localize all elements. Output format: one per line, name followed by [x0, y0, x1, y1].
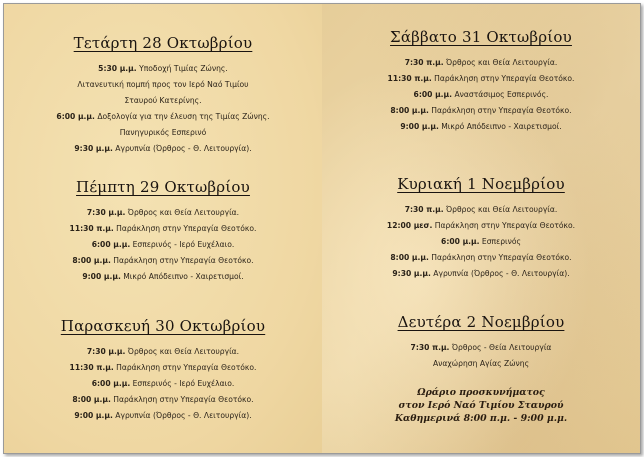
schedule-line — [4, 376, 322, 392]
schedule-line — [4, 93, 322, 109]
schedule-line — [322, 266, 640, 282]
time-label: 11:30 π.μ. — [387, 74, 432, 83]
schedule-line — [4, 392, 322, 408]
time-label: 8:00 μ.μ. — [72, 395, 111, 404]
event-text: Αναχώρηση Αγίας Ζώνης — [432, 359, 530, 368]
day-title: Δευτέρα 2 Νοεμβρίου — [397, 313, 565, 331]
event-text: Μικρό Απόδειπνο - Χαιρετισμοί. — [120, 272, 244, 281]
event-text: Εσπερινός - Ιερό Ευχέλαιο. — [130, 240, 235, 249]
visiting-hours-note — [322, 386, 640, 425]
event-text: Όρθρος και Θεία Λειτουργία. — [125, 347, 240, 356]
event-text: Υποδοχή Τιμίας Ζώνης. — [136, 64, 228, 73]
schedule-line — [4, 205, 322, 221]
event-text: Αναστάσιμος Εσπερινός. — [452, 90, 549, 99]
event-text: Όρθρος - Θεία Λειτουργία — [449, 343, 552, 352]
schedule-line — [4, 344, 322, 360]
event-text: Παράκληση στην Υπεραγία Θεοτόκο. — [113, 224, 257, 233]
time-label: 11:30 π.μ. — [69, 363, 114, 372]
right-panel — [322, 4, 640, 453]
time-label: 9:00 μ.μ. — [82, 272, 121, 281]
event-text: Όρθρος και Θεία Λειτουργία. — [443, 205, 558, 214]
time-label: 6:00 μ.μ. — [413, 90, 453, 99]
schedule-line — [4, 141, 322, 157]
event-text: Παράκληση στην Υπεραγία Θεοτόκο. — [110, 256, 254, 265]
day-title: Παρασκευή 30 Οκτωβρίου — [60, 317, 266, 335]
time-label: 7:30 μ.μ. — [86, 208, 126, 217]
schedule-line — [4, 408, 322, 424]
event-text: Σταυρού Κατερίνης. — [124, 96, 202, 105]
day-title: Τετάρτη 28 Οκτωβρίου — [73, 34, 253, 52]
event-text: Παράκληση στην Υπεραγία Θεοτόκο. — [431, 74, 575, 83]
event-text: Λιτανευτική πομπή προς τον Ιερό Ναό Τιμίου — [77, 80, 249, 89]
time-label: 7:30 π.μ. — [404, 58, 444, 67]
schedule-line — [4, 77, 322, 93]
event-text: Εσπερινός — [479, 237, 521, 246]
time-label: 12:00 μεσ. — [386, 221, 433, 230]
schedule-line — [4, 221, 322, 237]
time-label: 8:00 μ.μ. — [72, 256, 111, 265]
day-title: Κυριακή 1 Νοεμβρίου — [397, 175, 565, 193]
event-text: Δοξολογία για την έλευση της Τιμίας Ζώνης. — [94, 112, 270, 121]
day-title: Σάββατο 31 Οκτωβρίου — [390, 28, 572, 46]
time-label: 6:00 μ.μ. — [91, 240, 131, 249]
hours-location: στον Ιερό Ναό Τιμίου Σταυρού — [398, 400, 564, 411]
schedule-line — [4, 109, 322, 125]
schedule-line — [322, 340, 640, 356]
left-panel — [4, 4, 322, 453]
schedule-line — [322, 55, 640, 71]
time-label: 7:30 π.μ. — [404, 205, 444, 214]
day-block-wednesday — [4, 34, 322, 157]
schedule-line — [322, 119, 640, 135]
event-text: Πανηγυρικός Εσπερινό — [119, 128, 207, 137]
event-text: Αγρυπνία (Όρθρος - Θ. Λειτουργία). — [112, 411, 252, 420]
day-block-thursday — [4, 178, 322, 285]
event-text: Παράκληση στην Υπεραγία Θεοτόκο. — [428, 253, 572, 262]
time-label: 9:00 μ.μ. — [74, 411, 113, 420]
hours-times: Καθημερινά 8:00 π.μ. - 9:00 μ.μ. — [394, 413, 568, 424]
event-text: Παράκληση στην Υπεραγία Θεοτόκο. — [110, 395, 254, 404]
schedule-line — [322, 250, 640, 266]
schedule-line — [4, 237, 322, 253]
schedule-line — [322, 103, 640, 119]
time-label: 9:30 μ.μ. — [74, 144, 113, 153]
time-label: 9:00 μ.μ. — [400, 122, 439, 131]
event-text: Παράκληση στην Υπεραγία Θεοτόκο. — [428, 106, 572, 115]
day-block-monday — [322, 313, 640, 372]
day-block-saturday — [322, 28, 640, 135]
schedule-line — [322, 234, 640, 250]
time-label: 7:30 μ.μ. — [86, 347, 126, 356]
time-label: 6:00 μ.μ. — [91, 379, 131, 388]
schedule-line — [4, 360, 322, 376]
schedule-line — [322, 71, 640, 87]
schedule-line — [4, 269, 322, 285]
day-title: Πέμπτη 29 Οκτωβρίου — [76, 178, 250, 196]
time-label: 9:30 μ.μ. — [392, 269, 431, 278]
event-text: Μικρό Απόδειπνο - Χαιρετισμοί. — [438, 122, 562, 131]
schedule-line — [4, 253, 322, 269]
day-block-friday — [4, 317, 322, 424]
time-label: 7:30 π.μ. — [410, 343, 450, 352]
event-text: Παράκληση στην Υπεραγία Θεοτόκο. — [432, 221, 576, 230]
hours-heading: Ωράριο προσκυνήματος — [417, 387, 545, 398]
time-label: 8:00 μ.μ. — [390, 253, 429, 262]
event-text: Αγρυπνία (Όρθρος - Θ. Λειτουργία). — [430, 269, 570, 278]
event-text: Όρθρος και Θεία Λειτουργία. — [443, 58, 558, 67]
event-text: Όρθρος και Θεία Λειτουργία. — [125, 208, 240, 217]
schedule-line — [322, 356, 640, 372]
time-label: 6:00 μ.μ. — [56, 112, 95, 121]
time-label: 6:00 μ.μ. — [441, 237, 480, 246]
event-text: Αγρυπνία (Όρθρος - Θ. Λειτουργία). — [112, 144, 252, 153]
event-text: Εσπερινός - Ιερό Ευχέλαιο. — [130, 379, 235, 388]
time-label: 11:30 π.μ. — [69, 224, 114, 233]
schedule-line — [4, 125, 322, 141]
event-text: Παράκληση στην Υπεραγία Θεοτόκο. — [113, 363, 257, 372]
time-label: 8:00 μ.μ. — [390, 106, 429, 115]
brochure-sheet — [3, 3, 641, 454]
schedule-line — [322, 202, 640, 218]
schedule-line — [322, 87, 640, 103]
schedule-line — [4, 61, 322, 77]
schedule-line — [322, 218, 640, 234]
time-label: 5:30 μ.μ. — [98, 64, 137, 73]
day-block-sunday — [322, 175, 640, 282]
